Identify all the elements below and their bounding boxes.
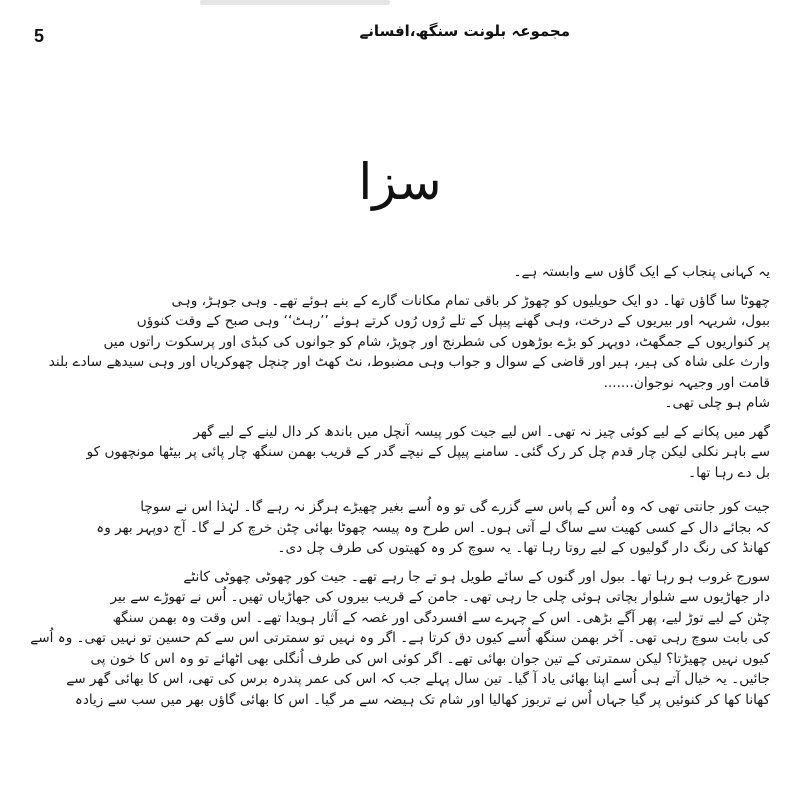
body-line: کھانڈ کی رنگ دار گولیوں کے لیے روتا رہا تھا۔ یہ سوچ کر وہ کھیتوں کی طرف چل دی۔ (277, 540, 770, 556)
scan-smudge (200, 0, 390, 5)
body-line: کھانا کھا کر کنوئیں پر گیا جہاں اُس نے تربوز کھالیا اور شام تک ہیضہ سے مر گیا۔ اس کا بھائی گاؤں بھر میں سب سے زیادہ (74, 691, 770, 708)
body-line: جائیں۔ یہ خیال آتے ہی اُسے اپنا بھائی یاد آ گیا۔ تین سال پہلے جب کہ اس کی عمر پندرہ برس کی تھی، اس کا بھائی گھر سے (66, 671, 770, 687)
body-line: گھر میں پکانے کے لیے کوئی چیز نہ تھی۔ اس لیے جیت کور پیسہ آنچل میں باندھ کر دال لینے کے لیے گھر (193, 423, 770, 440)
body-line: چٹن کے لیے توڑ لیے، پھر آگے بڑھی۔ اس کے چہرے سے افسردگی اور غصہ کے آثار ہویدا تھے۔ اس وقت وہ بھمن سنگھ (112, 609, 770, 626)
body-line: یہ کہانی پنجاب کے ایک گاؤں سے وابستہ ہے۔ (513, 264, 770, 280)
body-line: سورج غروب ہو رہا تھا۔ ببول اور گنوں کے سائے طویل ہو تے جا رہے تھے۔ جیت کور چھوٹی چھوٹی کانٹے (183, 568, 770, 585)
body-line: شام ہو چلی تھی۔ (664, 395, 770, 411)
body-line: بل دے رہا تھا۔ (688, 464, 770, 481)
body-line: وارث علی شاہ کی ہیر، ہیر اور قاضی کے سوال و جواب وہی مضبوط، نٹ کھٹ اور چنچل چھوکریاں اور وہی سیدھے سادے بلند (48, 354, 770, 370)
body-line: کی بابت سوچ رہی تھی۔ آخر بھمن سنگھ اُسے کیوں دق کرتا ہے۔ اگر وہ نہیں تو سمترتی اس سے کم حسین تو نہیں تھی۔ وہ اُسے (30, 630, 770, 646)
body-line: جیت کور جانتی تھی کہ وہ اُس کے پاس سے گزرے گی تو وہ اُسے بغیر چھیڑے ہرگز نہ رہے گا۔ لہٰذا اس نے سوچا (140, 499, 770, 515)
running-header-title: مجموعہ بلونت سنگھ،افسانے (359, 22, 570, 40)
body-line: ببول، شریہہ اور بیریوں کے درخت، وہی گھنے پیپل کے تلے رُوں رُوں کرتے ہوئے ’’رہٹ‘‘ وہی صبح کے وقت کنوؤں (136, 313, 770, 329)
body-line: کہ بجائے دال کے کسی کھیت سے ساگ لے آتی ہوں۔ اس طرح وہ پیسہ چھوٹا بھائی چٹن خرچ کر لے گا۔ آج دوپہر بھر وہ (96, 519, 770, 536)
body-line: کیوں نہیں چھیڑتا؟ لیکن سمترتی کے تین جوان بھائی تھے۔ اگر کوئی اس کی طرف اُنگلی بھی اٹھائے تو وہ اس کا خون پی (90, 650, 770, 667)
story-title: سزا (358, 153, 442, 211)
body-line: دار جھاڑیوں سے شلوار بچاتی ہوئی چلی جا رہی تھی۔ جامن کے قریب بیروں کی جھاڑیاں تھیں۔ اُس نے تھوڑے سے بیر (110, 589, 770, 605)
page-number: 5 (34, 26, 45, 46)
body-line: سے باہر نکلی لیکن چار قدم چل کر رک گئی۔ سامنے پیپل کے نیچے گدر کے قریب بھمن سنگھ چار پائی پر بیٹھا مونچھوں کو (86, 444, 770, 460)
body-line: قامت اور وجیہہ نوجوان....... (603, 374, 770, 391)
page-header (0, 20, 800, 60)
body-line: چھوٹا سا گاؤں تھا۔ دو ایک حویلیوں کو چھوڑ کر باقی تمام مکانات گارے کے بنے ہوئے تھے۔ وہی جوہڑ، وہی (171, 292, 770, 309)
story-body (30, 262, 770, 710)
body-line: پر کنواریوں کے جمگھٹ، دوپہر کو بڑے بوڑھوں کی شطرنج اور چوپڑ، شام کو جوانوں کی کبڈی اور پرسکوت راتوں میں (103, 333, 770, 350)
scan-edge (0, 0, 800, 14)
